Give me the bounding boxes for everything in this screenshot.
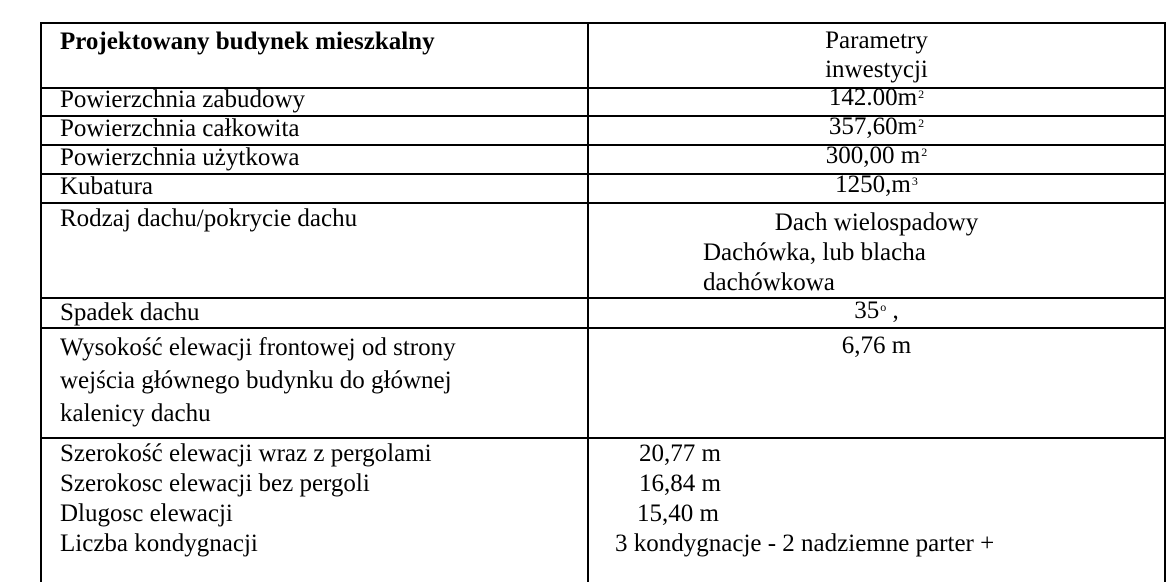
header-parameters-line2: inwestycji	[825, 56, 928, 83]
row-label-length: Dlugosc elewacji	[60, 500, 233, 527]
row-value-built-area: $142.00m^2$	[828, 84, 925, 111]
row-value-roof-type-line2: Dachówka, lub blacha	[703, 239, 926, 266]
investment-parameters-table	[40, 22, 1166, 582]
row-value-roof-type-line1: Dach wielospadowy	[774, 209, 979, 236]
row-label-elevation-height-line3: kalenicy dachu	[60, 400, 211, 427]
row-value-roof-slope: 35$^o$ ,	[854, 297, 899, 324]
row-value-usable-area: 300,00 $m^2$	[825, 142, 928, 169]
row-value-volume: $1250,m^3$	[835, 171, 918, 198]
row-value-elevation-height: 6,76 m	[841, 332, 912, 359]
row-label-roof-type: Rodzaj dachu/pokrycie dachu	[60, 205, 358, 232]
row-label-volume: Kubatura	[60, 173, 154, 200]
row-label-roof-slope: Spadek dachu	[60, 299, 200, 326]
header-parameters-line1: Parametry	[825, 27, 928, 54]
table-border-left	[40, 22, 42, 582]
row-label-built-area: Powierzchnia zabudowy	[60, 86, 306, 113]
row-value-width-with-pergolas: 20,77 m	[639, 440, 721, 467]
row-label-elevation-height-line2: wejścia głównego budynku do głównej	[60, 367, 452, 394]
row-divider	[40, 327, 1166, 329]
row-value-storeys: 3 kondygnacje - 2 nadziemne parter +	[615, 530, 995, 557]
header-building-type: Projektowany budynek mieszkalny	[60, 28, 435, 55]
row-value-roof-type-line3: dachówkowa	[703, 269, 835, 296]
row-label-width-without-pergola: Szerokosc elewacji bez pergoli	[60, 470, 370, 497]
row-value-total-area: $357,60m^2$	[828, 113, 925, 140]
row-label-width-with-pergolas: Szerokość elewacji wraz z pergolami	[60, 440, 432, 467]
row-value-length: 15,40 m	[637, 500, 719, 527]
table-border-top	[40, 22, 1166, 24]
row-label-usable-area: Powierzchnia użytkowa	[60, 144, 300, 171]
table-border-right	[1164, 22, 1166, 582]
row-label-elevation-height-line1: Wysokość elewacji frontowej od strony	[60, 334, 456, 361]
row-label-total-area: Powierzchnia całkowita	[60, 115, 300, 142]
row-label-storeys: Liczba kondygnacji	[60, 530, 258, 557]
row-value-width-without-pergola: 16,84 m	[639, 470, 721, 497]
